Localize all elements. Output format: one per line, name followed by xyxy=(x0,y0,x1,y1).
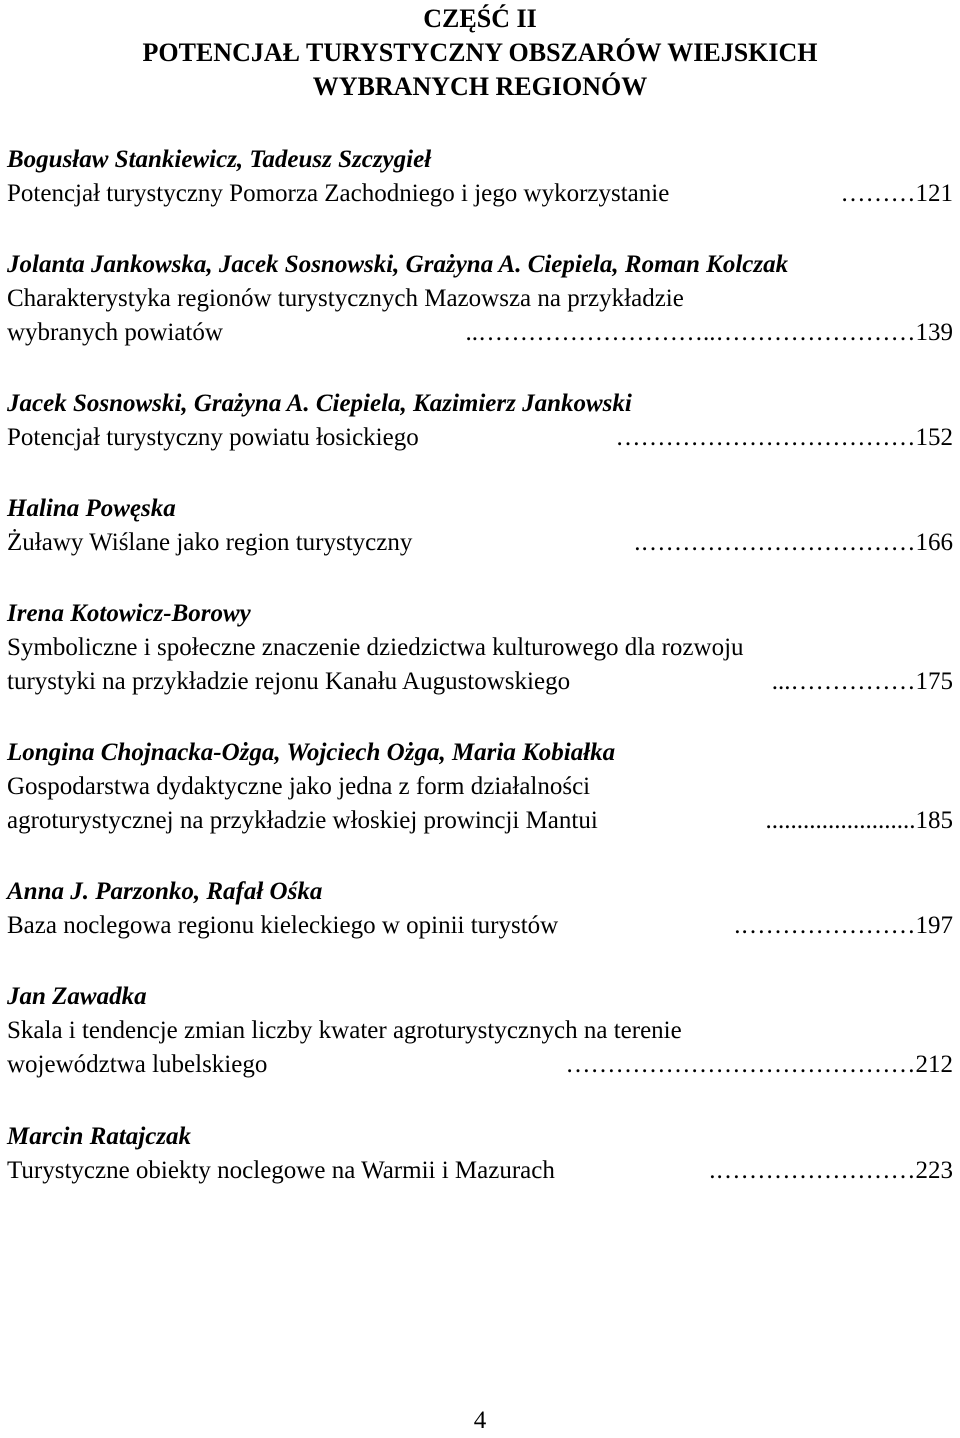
dot-leader: ……………... xyxy=(771,668,916,695)
toc-entry xyxy=(7,736,953,838)
entry-title-last-line[interactable] xyxy=(7,421,953,455)
toc-entry xyxy=(7,875,953,943)
dot-leader: ……………………………… xyxy=(615,424,916,451)
entry-authors: Marcin Ratajczak xyxy=(7,1123,192,1150)
dot-leader: ……………………………. xyxy=(634,529,916,556)
entry-authors: Longina Chojnacka-Ożga, Wojciech Ożga, Maria Kobiałka xyxy=(7,739,616,766)
entry-authors: Jan Zawadka xyxy=(7,983,147,1010)
entry-title-last-line[interactable] xyxy=(7,316,953,350)
entry-page-number: 166 xyxy=(915,529,953,556)
entry-page-number: 175 xyxy=(915,668,953,695)
entry-authors: Anna J. Parzonko, Rafał Ośka xyxy=(7,878,323,905)
toc-entry xyxy=(7,597,953,699)
entry-authors: Jacek Sosnowski, Grażyna A. Ciepiela, Kazimierz Jankowski xyxy=(7,390,632,417)
entry-title-text: wybranych powiatów xyxy=(7,319,223,346)
entry-title-line: Charakterystyka regionów turystycznych Mazowsza na przykładzie xyxy=(7,285,684,312)
entry-title-line: Gospodarstwa dydaktyczne jako jedna z form działalności xyxy=(7,773,591,800)
entry-title-last-line[interactable] xyxy=(7,665,953,699)
toc-entry xyxy=(7,143,953,211)
entry-title-last-line[interactable] xyxy=(7,177,953,211)
entry-page-number: 121 xyxy=(915,180,953,207)
toc-entry xyxy=(7,492,953,560)
entry-title-text: Potencjał turystyczny powiatu łosickiego xyxy=(7,424,419,451)
entry-title-text: Turystyczne obiekty noclegowe na Warmii i Mazurach xyxy=(7,1157,555,1184)
entry-page-number: 185 xyxy=(915,807,953,834)
part-header xyxy=(0,2,960,104)
entry-title-last-line[interactable] xyxy=(7,804,953,838)
dot-leader: ……………………..……………………….. xyxy=(465,319,916,346)
entry-title-text: turystyki na przykładzie rejonu Kanału Augustowskiego xyxy=(7,668,571,695)
entry-page-number: 212 xyxy=(915,1051,953,1078)
entry-title-text: Potencjał turystyczny Pomorza Zachodniego i jego wykorzystanie xyxy=(7,180,670,207)
entry-page-number: 197 xyxy=(915,912,953,939)
entry-authors: Bogusław Stankiewicz, Tadeusz Szczygieł xyxy=(7,146,432,173)
entry-title-last-line[interactable] xyxy=(7,526,953,560)
dot-leader: ……………………. xyxy=(709,1157,916,1184)
dot-leader: ........................ xyxy=(765,807,916,834)
entry-title-last-line[interactable] xyxy=(7,1048,953,1082)
entry-authors: Irena Kotowicz-Borowy xyxy=(7,600,251,627)
entry-title-line: Skala i tendencje zmian liczby kwater agroturystycznych na terenie xyxy=(7,1017,682,1044)
toc-entry xyxy=(7,980,953,1082)
entry-page-number: 152 xyxy=(915,424,953,451)
entry-title-text: województwa lubelskiego xyxy=(7,1051,268,1078)
dot-leader: ……… xyxy=(840,180,916,207)
page-number: 4 xyxy=(473,1407,487,1434)
dot-leader: …………………………………… xyxy=(565,1051,916,1078)
part-label: CZĘŚĆ II xyxy=(423,4,537,33)
entry-title-last-line[interactable] xyxy=(7,909,953,943)
toc-entry xyxy=(7,1120,953,1188)
entry-title-text: Baza noclegowa regionu kieleckiego w opinii turystów xyxy=(7,912,559,939)
entry-title-line: Symboliczne i społeczne znaczenie dziedzictwa kulturowego dla rozwoju xyxy=(7,634,744,661)
toc-entry xyxy=(7,248,953,350)
toc-entry xyxy=(7,387,953,455)
dot-leader: …………………. xyxy=(734,912,916,939)
entry-title-last-line[interactable] xyxy=(7,1154,953,1188)
entry-authors: Jolanta Jankowska, Jacek Sosnowski, Grażyna A. Ciepiela, Roman Kolczak xyxy=(7,251,789,278)
entry-title-text: agroturystycznej na przykładzie włoskiej prowincji Mantui xyxy=(7,807,598,834)
entry-authors: Halina Powęska xyxy=(7,495,176,522)
part-title-line-2: WYBRANYCH REGIONÓW xyxy=(312,72,648,101)
entry-page-number: 223 xyxy=(915,1157,953,1184)
entry-page-number: 139 xyxy=(915,319,953,346)
part-title-line-1: POTENCJAŁ TURYSTYCZNY OBSZARÓW WIEJSKICH xyxy=(142,38,818,67)
entry-title-text: Żuławy Wiślane jako region turystyczny xyxy=(7,529,413,556)
